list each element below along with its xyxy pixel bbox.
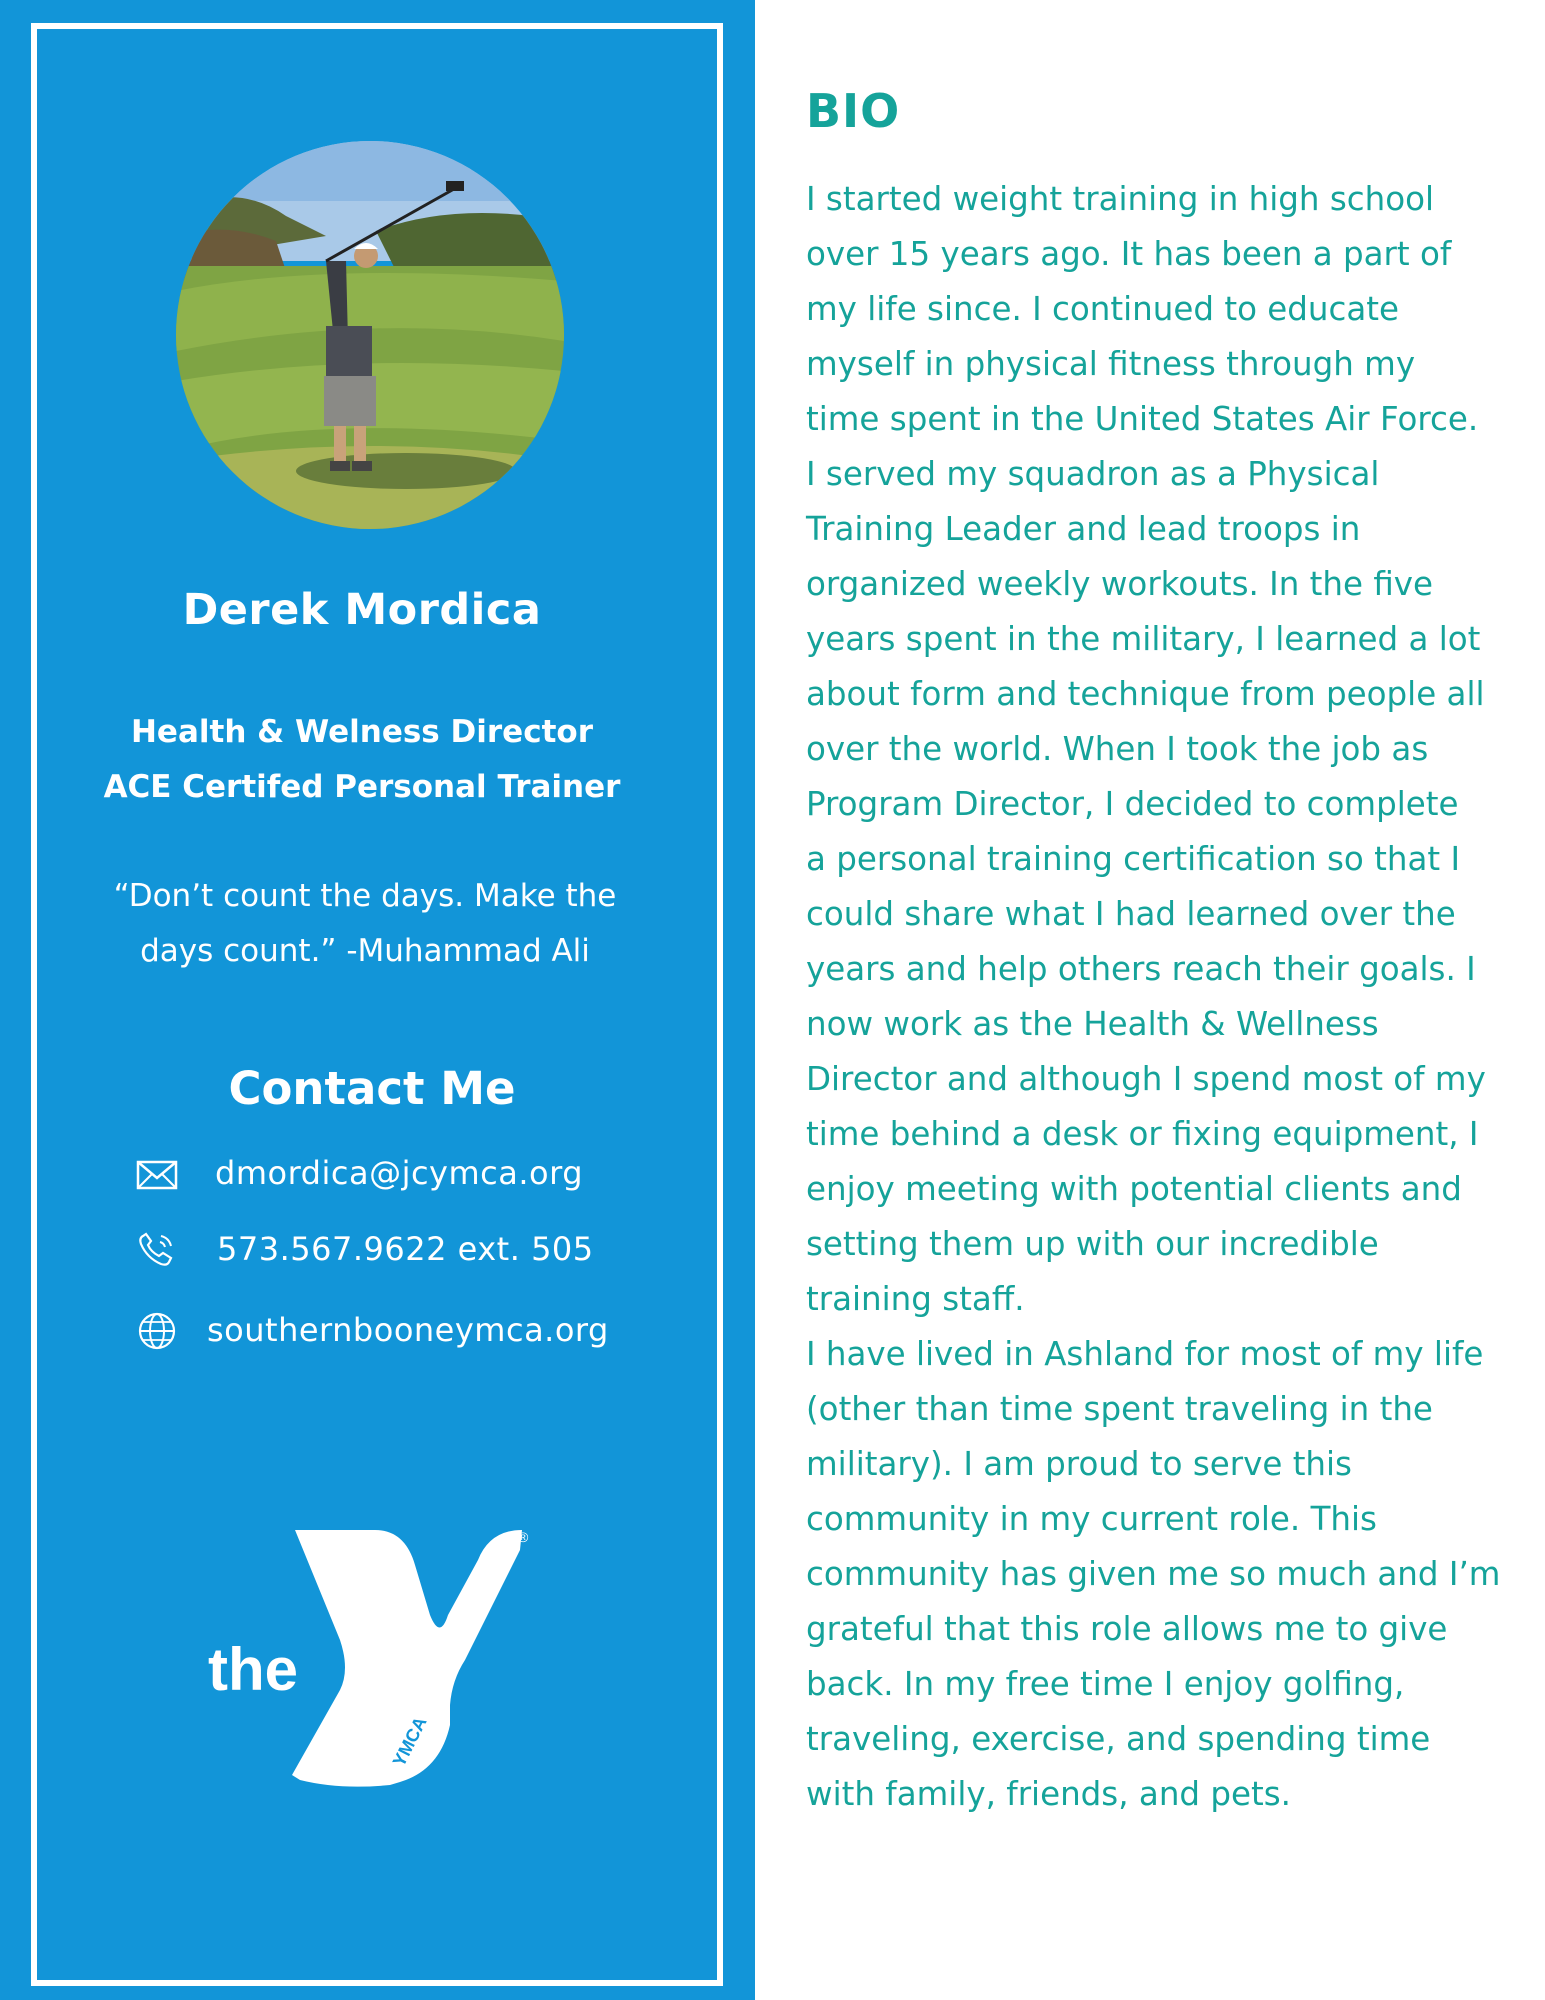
bio-line: Training Leader and lead troops in	[806, 510, 1361, 548]
bio-line: Program Director, I decided to complete	[806, 785, 1459, 823]
bio-line: with family, friends, and pets.	[806, 1775, 1292, 1813]
contact-email[interactable]: dmordica@jcymca.org	[215, 1154, 584, 1192]
bio-line: years and help others reach their goals. I	[806, 950, 1476, 988]
quote-line2: days count.” -Muhammad Ali	[140, 933, 590, 969]
bio-line: Director and although I spend most of my	[806, 1060, 1486, 1098]
bio-line: grateful that this role allows me to give	[806, 1610, 1448, 1648]
bio-line: community has given me so much and I’m	[806, 1555, 1501, 1593]
envelope-icon	[135, 1154, 179, 1194]
bio-text	[806, 172, 1506, 1822]
bio-line: back. In my free time I enjoy golfing,	[806, 1665, 1405, 1703]
logo-ymca-text: YMCA	[388, 1713, 431, 1770]
bio-line: community in my current role. This	[806, 1500, 1377, 1538]
globe-icon	[135, 1311, 179, 1351]
bio-line: I started weight training in high school	[806, 180, 1435, 218]
contact-website[interactable]: southernbooneymca.org	[207, 1311, 609, 1349]
bio-line: I served my squadron as a Physical	[806, 455, 1380, 493]
profile-title-line2: ACE Certifed Personal Trainer	[103, 769, 621, 805]
quote-line1: “Don’t count the days. Make the	[113, 878, 617, 914]
bio-line: training staff.	[806, 1280, 1025, 1318]
bio-line: (other than time spent traveling in the	[806, 1390, 1433, 1428]
ymca-logo	[200, 1520, 540, 1790]
bio-line: over the world. When I took the job as	[806, 730, 1429, 768]
logo-registered-mark: ®	[518, 1529, 529, 1545]
bio-line: about form and technique from people all	[806, 675, 1485, 713]
bio-paragraph-2	[806, 1327, 1506, 1822]
bio-line: time behind a desk or fixing equipment, I	[806, 1115, 1479, 1153]
bio-line: now work as the Health & Wellness	[806, 1005, 1379, 1043]
profile-quote	[80, 869, 650, 979]
phone-icon	[135, 1230, 179, 1270]
bio-line: organized weekly workouts. In the five	[806, 565, 1434, 603]
bio-line: traveling, exercise, and spending time	[806, 1720, 1431, 1758]
profile-name: Derek Mordica	[182, 585, 542, 635]
bio-line: enjoy meeting with potential clients and	[806, 1170, 1462, 1208]
bio-line: myself in physical fitness through my	[806, 345, 1416, 383]
bio-line: over 15 years ago. It has been a part of	[806, 235, 1452, 273]
sidebar-panel	[0, 0, 755, 2000]
bio-line: military). I am proud to serve this	[806, 1445, 1352, 1483]
bio-line: I have lived in Ashland for most of my life	[806, 1335, 1484, 1373]
contact-phone[interactable]: 573.567.9622 ext. 505	[217, 1230, 594, 1268]
bio-line: time spent in the United States Air Force.	[806, 400, 1479, 438]
bio-line: could share what I had learned over the	[806, 895, 1456, 933]
bio-line: my life since. I continued to educate	[806, 290, 1400, 328]
bio-paragraph-1	[806, 172, 1506, 1327]
profile-photo	[176, 141, 564, 529]
logo-the-text: the	[208, 1636, 298, 1703]
contact-heading: Contact Me	[228, 1062, 516, 1115]
bio-heading: BIO	[806, 84, 901, 138]
profile-titles	[60, 705, 664, 815]
bio-line: a personal training certification so that I	[806, 840, 1461, 878]
bio-line: setting them up with our incredible	[806, 1225, 1379, 1263]
bio-line: years spent in the military, I learned a lot	[806, 620, 1481, 658]
profile-title-line1: Health & Welness Director	[130, 714, 593, 750]
